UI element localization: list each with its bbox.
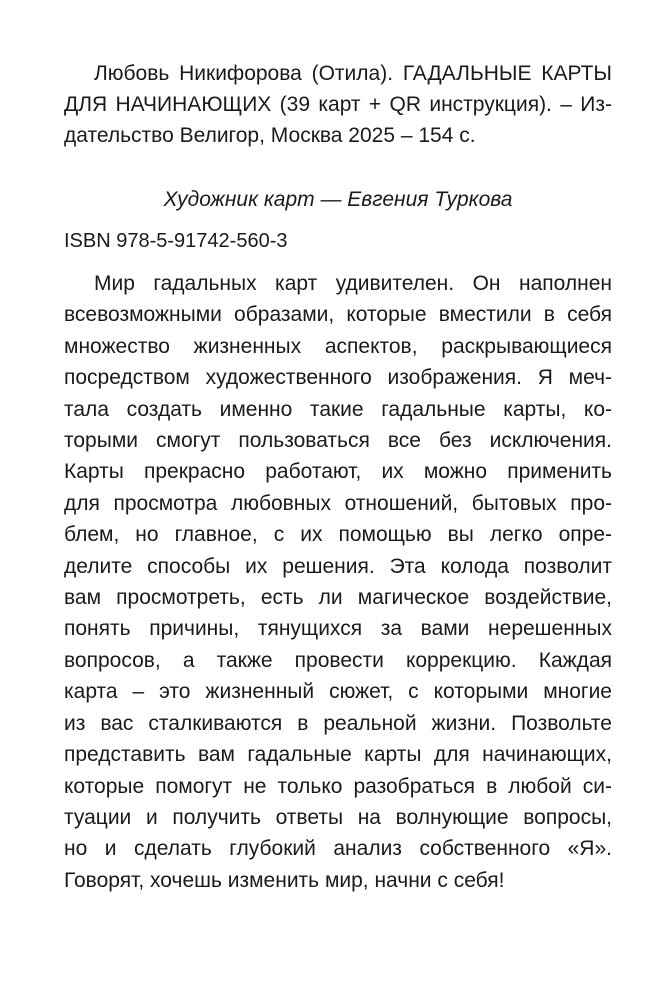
- isbn: ISBN 978-5-91742-560-3: [64, 230, 288, 252]
- bibliographic-line: ДЛЯ НАЧИНАЮЩИХ (39 карт + QR инструкция). – Из-: [64, 93, 612, 116]
- book-page: [64, 58, 612, 896]
- paragraph-line: вопросов, а также провести коррекцию. Каждая: [64, 648, 612, 672]
- paragraph-line: представить вам гадальные карты для начинающих,: [64, 743, 612, 767]
- paragraph-line: туации и получить ответы на волнующие вопросы,: [64, 805, 612, 829]
- paragraph-line: вам просмотреть, есть ли магическое воздействие,: [64, 586, 612, 610]
- paragraph-line: тала создать именно такие гадальные карты, ко-: [64, 397, 612, 421]
- bibliographic-line: Любовь Никифорова (Отила). ГАДАЛЬНЫЕ КАРТЫ: [94, 62, 612, 85]
- card-artist-credit: Художник карт — Евгения Туркова: [163, 188, 513, 211]
- paragraph-line: всевозможными образами, которые вместили в себя: [64, 303, 612, 327]
- paragraph-line: которые помогут не только разобраться в любой си-: [64, 774, 612, 798]
- paragraph-line: торыми смогут пользоваться все без исключения.: [64, 429, 612, 453]
- paragraph-line: блем, но главное, с их помощью вы легко опре-: [64, 523, 612, 547]
- paragraph-line: карта – это жизненный сюжет, с которыми многие: [64, 680, 612, 704]
- paragraph-line: посредством художественного изображения. Я меч-: [64, 366, 612, 390]
- paragraph-line: из вас сталкиваются в реальной жизни. Позвольте: [64, 711, 612, 735]
- paragraph-line: но и сделать глубокий анализ собственного «Я».: [64, 837, 612, 861]
- paragraph-line: Карты прекрасно работают, их можно применить: [64, 460, 612, 484]
- annotation-paragraph: [64, 268, 612, 896]
- bibliographic-record: [64, 58, 612, 151]
- paragraph-line: Мир гадальных карт удивителен. Он наполнен: [94, 272, 612, 295]
- paragraph-line: множество жизненных аспектов, раскрывающиеся: [64, 334, 612, 358]
- bibliographic-line: дательство Велигор, Москва 2025 – 154 с.: [64, 124, 476, 147]
- paragraph-line: делите способы их решения. Эта колода позволит: [64, 554, 612, 578]
- paragraph-line: понять причины, тянущихся за вами нерешенных: [64, 617, 612, 641]
- paragraph-line: Говорят, хочешь изменить мир, начни с себя!: [64, 868, 505, 892]
- paragraph-line: для просмотра любовных отношений, бытовых про-: [64, 491, 612, 515]
